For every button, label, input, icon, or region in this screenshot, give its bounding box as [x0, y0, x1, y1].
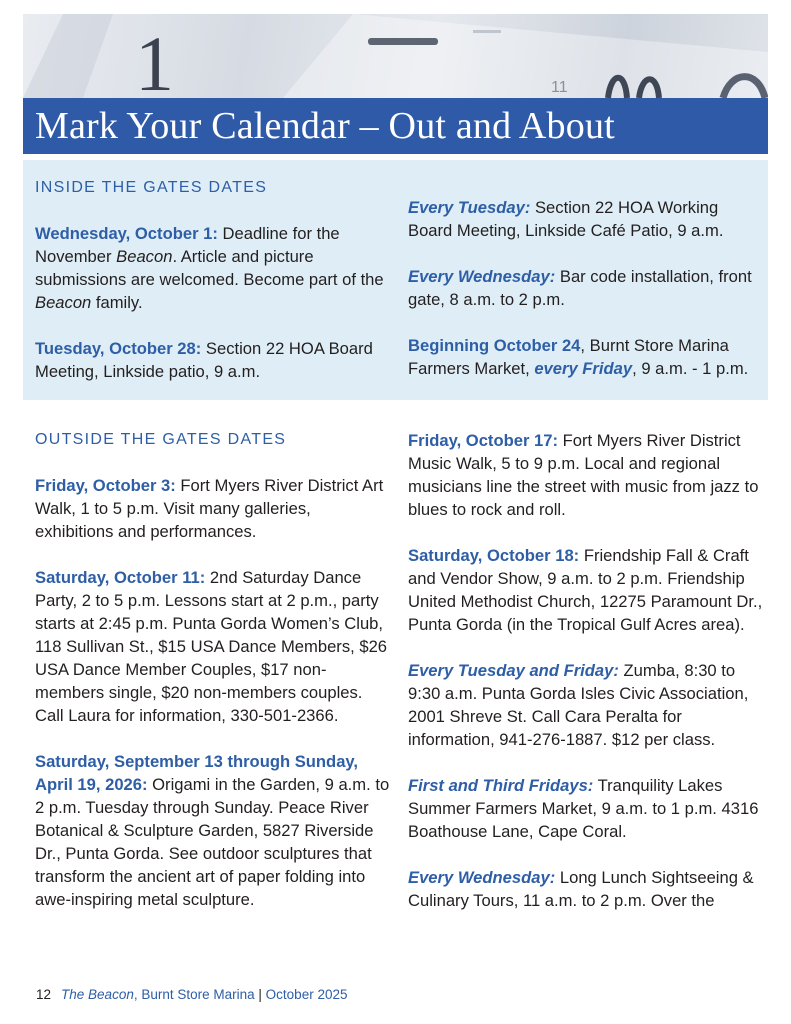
publication-name: The Beacon	[61, 987, 134, 1002]
event-origami-garden: Saturday, September 13 through Sunday, April 19, 2026: Origami in the Garden, 9 a.m. to 2 p.m. Tuesday through Sunday. Peace River Botanical & Sculpture Garden, 5827 Riverside Dr., Punta Gorda. See outdoor sculptures that transform the ancient art of paper folding into awe-inspiring metal sculpture.	[35, 752, 390, 909]
inside-heading: INSIDE THE GATES DATES	[35, 179, 268, 196]
event-farmers-market: Beginning October 24, Burnt Store Marina Farmers Market, every Friday, 9 a.m. - 1 p.m.	[408, 336, 749, 378]
event-long-lunch: Every Wednesday: Long Lunch Sightseeing & Culinary Tours, 11 a.m. to 2 p.m. Over the	[408, 868, 754, 910]
event-every-wednesday: Every Wednesday: Bar code installation, front gate, 8 a.m. to 2 p.m.	[408, 267, 752, 309]
title-banner	[23, 98, 768, 154]
event-fri-oct-3: Friday, October 3: Fort Myers River District Art Walk, 1 to 5 p.m. Visit many galleries, exhibitions and performances.	[35, 476, 384, 541]
page-footer	[36, 987, 347, 1002]
issue-date: October 2025	[265, 987, 348, 1002]
inside-right-column	[408, 196, 758, 403]
page-title: Mark Your Calendar – Out and About	[35, 105, 615, 147]
outside-heading: OUTSIDE THE GATES DATES	[35, 431, 287, 448]
outside-left-column	[35, 428, 393, 934]
event-every-tuesday: Every Tuesday: Section 22 HOA Working Board Meeting, Linkside Café Patio, 9 a.m.	[408, 198, 724, 240]
event-zumba: Every Tuesday and Friday: Zumba, 8:30 to 9:30 a.m. Punta Gorda Isles Civic Association, 2001 Shreve St. Call Cara Peralta for information, 941-276-1887. $12 per class.	[408, 661, 749, 749]
svg-text:11: 11	[551, 79, 568, 96]
event-wed-oct-1: Wednesday, October 1: Deadline for the November Beacon. Article and picture submissions are welcomed. Become part of the Beacon family.	[35, 224, 384, 312]
event-sat-oct-11: Saturday, October 11: 2nd Saturday Dance Party, 2 to 5 p.m. Lessons start at 2 p.m., party starts at 2:45 p.m. Punta Gorda Women’s Club, 118 Sullivan St., $15 USA Dance Members, $26 USA Dance Member Couples, $17 non-members single, $20 non-members couples. Call Laura for information, 330-501-2366.	[35, 568, 388, 725]
inside-left-column	[35, 176, 385, 406]
event-sat-oct-18: Saturday, October 18: Friendship Fall & Craft and Vendor Show, 9 a.m. to 2 p.m. Friendship United Methodist Church, 12275 Paramount Dr., Punta Gorda (in the Tropical Gulf Acres area).	[408, 546, 763, 634]
publication-org: , Burnt Store Marina	[133, 987, 255, 1002]
page-number: 12	[36, 987, 52, 1002]
event-tue-oct-28: Tuesday, October 28: Section 22 HOA Board Meeting, Linkside patio, 9 a.m.	[35, 339, 373, 381]
calendar-digit: 1	[135, 20, 174, 98]
event-fri-oct-17: Friday, October 17: Fort Myers River District Music Walk, 5 to 9 p.m. Local and regional musicians line the street with music from jazz to blues to rock and roll.	[408, 431, 759, 519]
event-tranquility-lakes: First and Third Fridays: Tranquility Lakes Summer Farmers Market, 9 a.m. to 1 p.m. 4316 Boathouse Lane, Cape Coral.	[408, 776, 759, 841]
calendar-photo	[23, 14, 768, 98]
outside-right-column	[408, 429, 764, 935]
footer-separator: |	[254, 987, 266, 1002]
